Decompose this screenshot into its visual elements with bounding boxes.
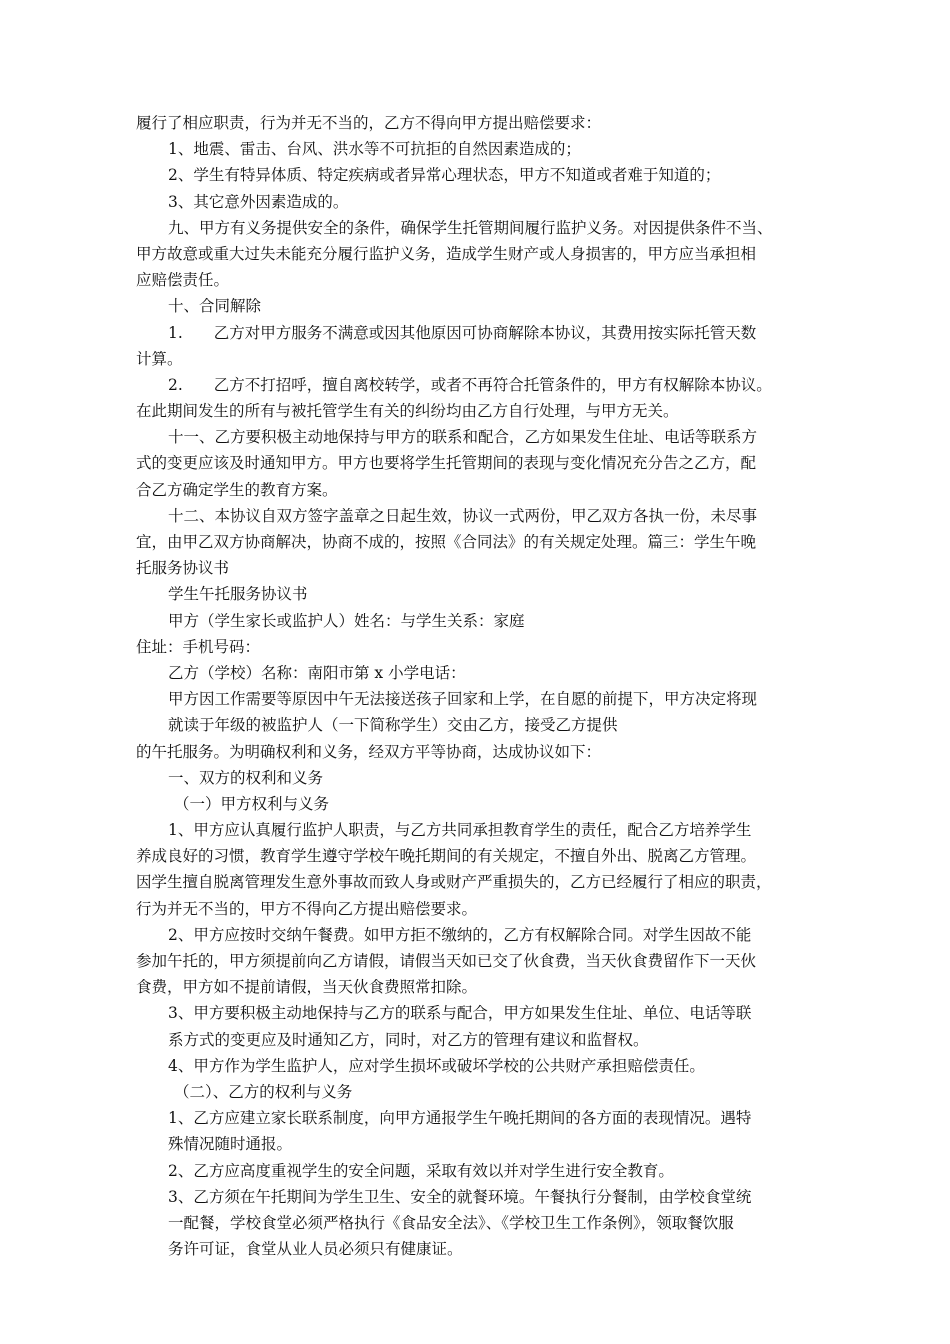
text-line-content: 1、乙方应建立家长联系制度，向甲方通报学生午晚托期间的各方面的表现情况。遇特 — [168, 1109, 752, 1128]
text-line-content: 系方式的变更应及时通知乙方，同时，对乙方的管理有建议和监督权。 — [168, 1030, 649, 1049]
text-line-content: 合乙方确定学生的教育方案。 — [136, 480, 338, 499]
text-line-content: 一、双方的权利和义务 — [168, 768, 324, 787]
text-line-content: 1、地震、雷击、台风、洪水等不可抗拒的自然因素造成的； — [168, 140, 581, 159]
text-line-content: 应赔偿责任。 — [136, 271, 230, 290]
text-line — [136, 896, 836, 922]
text-line-content: 九、甲方有义务提供安全的条件，确保学生托管期间履行监护义务。对因提供条件不当、 — [168, 218, 773, 237]
text-line — [136, 529, 836, 555]
text-line — [136, 660, 836, 686]
text-line-content: 十一、乙方要积极主动地保持与甲方的联系和配合，乙方如果发生住址、电话等联系方 — [168, 428, 758, 447]
text-line — [136, 1000, 836, 1026]
text-line-content: 十二、本协议自双方签字盖章之日起生效，协议一式两份，甲乙双方各执一份，未尽事 — [168, 506, 758, 525]
text-line — [136, 791, 836, 817]
text-line-content: 计算。 — [136, 349, 183, 368]
text-line-content: 2、甲方应按时交纳午餐费。如甲方拒不缴纳的，乙方有权解除合同。对学生因故不能 — [168, 925, 752, 944]
text-line-content: 参加午托的，甲方须提前向乙方请假，请假当天如已交了伙食费，当天伙食费留作下一天伙 — [136, 952, 757, 970]
text-line-content: 2、乙方应高度重视学生的安全问题，采取有效以并对学生进行安全教育。 — [168, 1161, 674, 1180]
text-line-content: （二）、乙方的权利与义务 — [174, 1082, 353, 1101]
text-line-content: 1、甲方应认真履行监护人职责，与乙方共同承担教育学生的责任，配合乙方培养学生 — [168, 821, 752, 840]
text-line-content: 学生午托服务协议书 — [168, 585, 308, 604]
text-line — [136, 241, 836, 267]
text-line-content: 食费，甲方如不提前请假，当天伙食费照常扣除。 — [136, 978, 478, 997]
text-line — [136, 320, 836, 346]
text-line — [136, 555, 836, 581]
text-line-content: 3、其它意外因素造成的。 — [168, 192, 349, 211]
text-line — [136, 189, 836, 215]
text-line-content: 3、甲方要积极主动地保持与乙方的联系与配合，甲方如果发生住址、单位、电话等联 — [168, 1004, 752, 1023]
text-line-content: 甲方因工作需要等原因中午无法接送孩子回家和上学，在自愿的前提下，甲方决定将现 — [168, 690, 758, 709]
text-line — [136, 608, 836, 634]
text-line — [136, 267, 836, 293]
text-line — [136, 765, 836, 791]
text-line — [136, 581, 836, 607]
text-line-content: 住址：手机号码： — [136, 637, 261, 656]
text-line — [136, 1053, 836, 1079]
text-line-content: 托服务协议书 — [136, 559, 230, 578]
text-line — [136, 372, 836, 398]
text-line — [136, 1210, 836, 1236]
text-line-content: 就读于年级的被监护人（一下简称学生）交由乙方，接受乙方提供 — [168, 716, 618, 735]
text-line-content: 1. 乙方对甲方服务不满意或因其他原因可协商解除本协议，其费用按实际托管天数 — [168, 323, 757, 342]
text-line — [136, 398, 836, 424]
text-line-content: 2. 乙方不打招呼，擅自离校转学，或者不再符合托管条件的，甲方有权解除本协议。 — [168, 375, 772, 394]
text-line — [136, 712, 836, 738]
text-line — [136, 686, 836, 712]
text-line — [136, 1158, 836, 1184]
text-line — [136, 450, 836, 476]
text-line — [136, 503, 836, 529]
text-line — [136, 293, 836, 319]
text-line — [136, 1079, 836, 1105]
text-line-content: （一）甲方权利与义务 — [174, 794, 330, 813]
text-line — [136, 1105, 836, 1131]
text-line-content: 十、合同解除 — [168, 297, 262, 316]
text-line-content: 养成良好的习惯，教育学生遵守学校午晚托期间的有关规定，不擅自外出、脱离乙方管理。 — [136, 847, 757, 866]
text-line — [136, 634, 836, 660]
text-line — [136, 869, 836, 895]
text-line-content: 3、乙方须在午托期间为学生卫生、安全的就餐环境。午餐执行分餐制，由学校食堂统 — [168, 1187, 752, 1206]
text-line — [136, 1236, 836, 1262]
text-line — [136, 739, 836, 765]
text-line — [136, 477, 836, 503]
text-line — [136, 922, 836, 948]
text-line-content: 宜，由甲乙双方协商解决，协商不成的，按照《合同法》的有关规定处理。篇三：学生午晚 — [136, 533, 757, 551]
text-line-content: 在此期间发生的所有与被托管学生有关的纠纷均由乙方自行处理，与甲方无关。 — [136, 402, 679, 421]
document-body — [136, 110, 836, 1262]
text-line-content: 甲方（学生家长或监护人）姓名：与学生关系：家庭 — [168, 611, 525, 630]
text-line — [136, 1131, 836, 1157]
text-line — [136, 110, 836, 136]
text-line-content: 甲方故意或重大过失未能充分履行监护义务，造成学生财产或人身损害的，甲方应当承担相 — [136, 244, 757, 263]
text-line — [136, 1184, 836, 1210]
text-line-content: 殊情况随时通报。 — [168, 1135, 293, 1154]
text-line-content: 式的变更应该及时通知甲方。甲方也要将学生托管期间的表现与变化情况充分告之乙方，配 — [136, 454, 757, 473]
text-line-content: 务许可证，食堂从业人员必须只有健康证。 — [168, 1240, 463, 1259]
text-line-content: 的午托服务。为明确权利和义务，经双方平等协商，达成协议如下： — [136, 742, 602, 761]
text-line — [136, 843, 836, 869]
text-line — [136, 215, 836, 241]
text-line — [136, 1027, 836, 1053]
text-line-content: 行为并无不当的，甲方不得向乙方提出赔偿要求。 — [136, 899, 478, 918]
text-line — [136, 136, 836, 162]
text-line — [136, 346, 836, 372]
text-line-content: 乙方（学校）名称：南阳市第 x 小学电话： — [168, 663, 466, 682]
text-line — [136, 424, 836, 450]
text-line — [136, 162, 836, 188]
text-line-content: 2、学生有特异体质、特定疾病或者异常心理状态，甲方不知道或者难于知道的； — [168, 166, 721, 185]
text-line-content: 一配餐，学校食堂必须严格执行《食品安全法》、《学校卫生工作条例》，领取餐饮服 — [168, 1213, 734, 1232]
text-line — [136, 817, 836, 843]
text-line — [136, 948, 836, 974]
text-line-content: 因学生擅自脱离管理发生意外事故而致人身或财产严重损失的，乙方已经履行了相应的职责， — [136, 873, 772, 892]
text-line-content: 履行了相应职责，行为并无不当的，乙方不得向甲方提出赔偿要求： — [136, 114, 602, 132]
text-line-content: 4、甲方作为学生监护人，应对学生损坏或破坏学校的公共财产承担赔偿责任。 — [168, 1056, 705, 1075]
text-line — [136, 974, 836, 1000]
